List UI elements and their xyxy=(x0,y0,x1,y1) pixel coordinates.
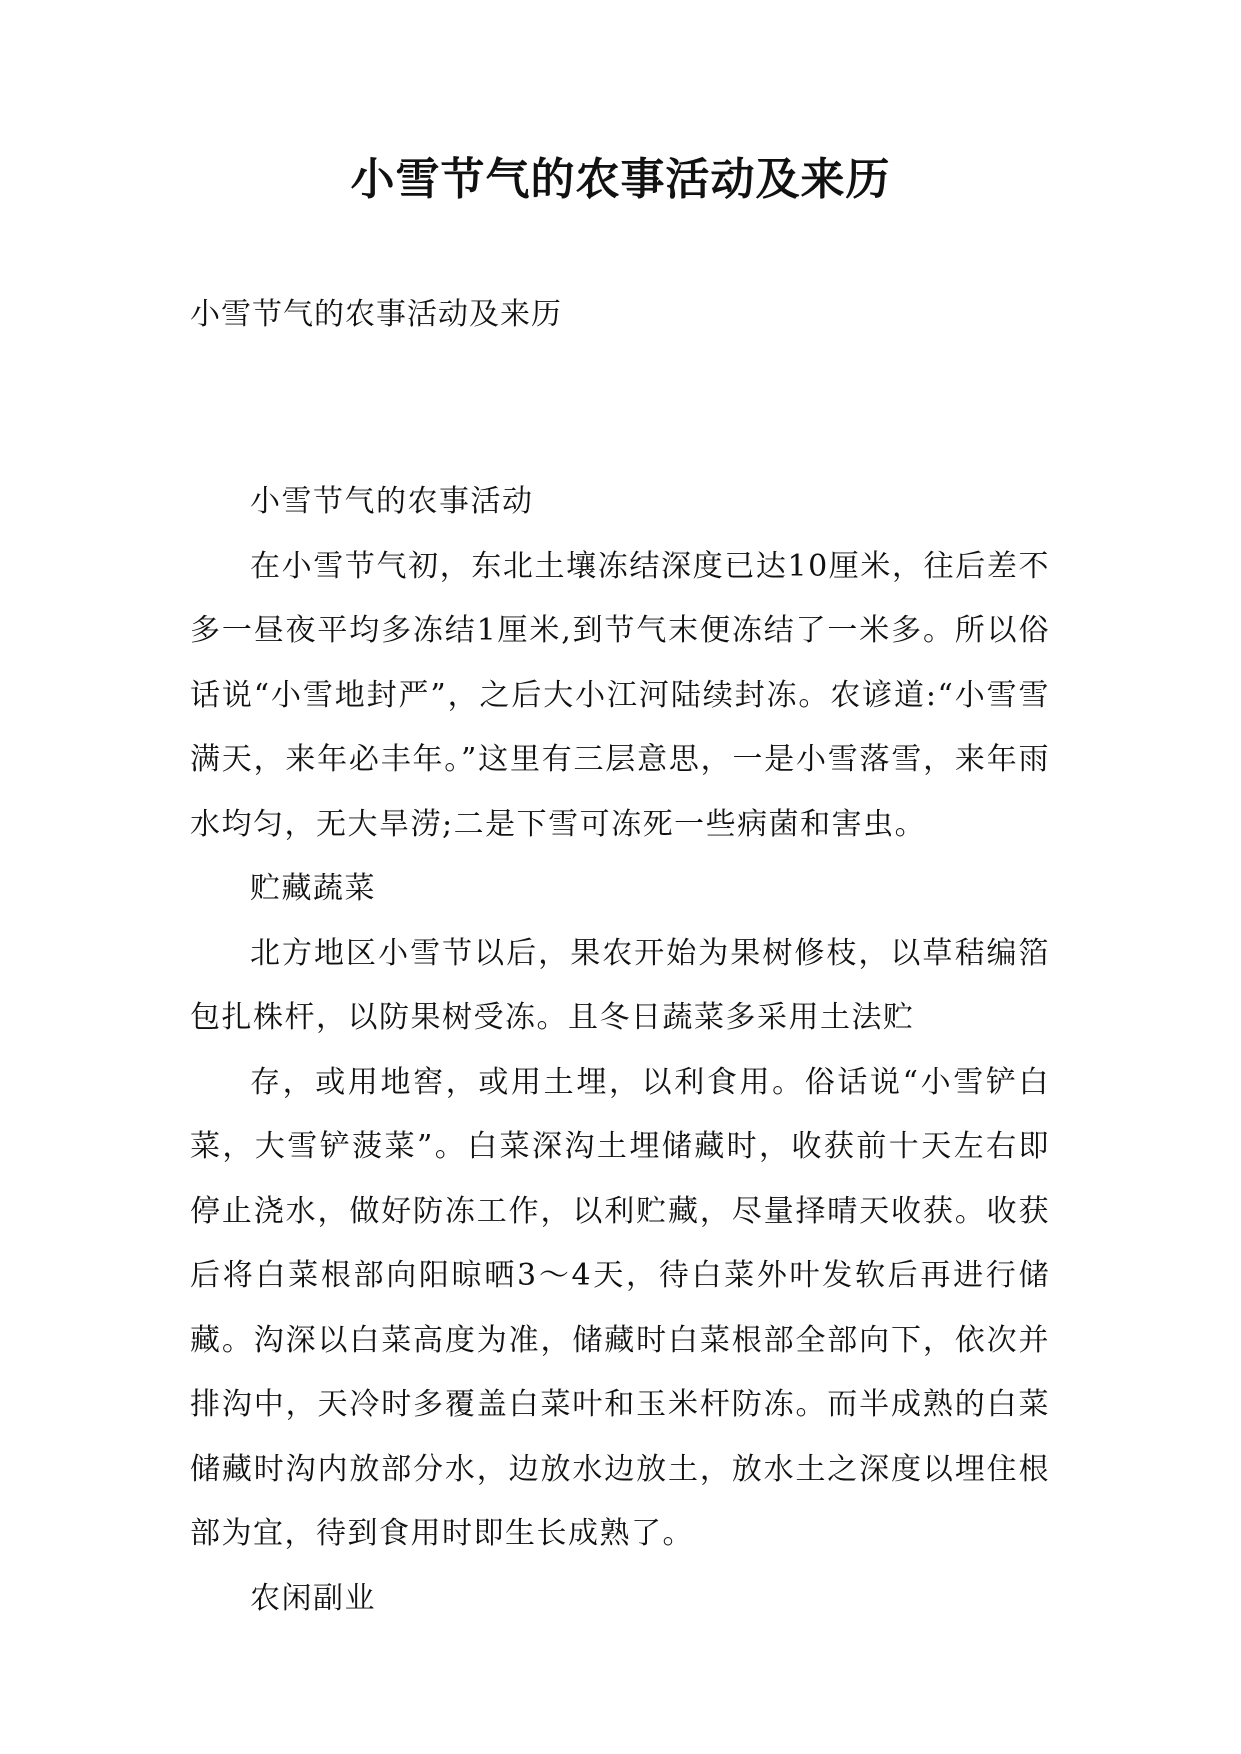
document-title: 小雪节气的农事活动及来历 xyxy=(350,154,891,205)
section-heading-farming-activities: 小雪节气的农事活动 xyxy=(250,484,534,519)
section-heading-sideline-work: 农闲副业 xyxy=(250,1580,376,1616)
document-body xyxy=(190,470,1050,1631)
paragraph-fruit-trees: 北方地区小雪节以后，果农开始为果树修枝，以草秸编箔包扎株杆，以防果树受冻。且冬日蔬菜多采用土法贮 xyxy=(190,935,1050,1035)
section-heading-storing-vegetables: 贮藏蔬菜 xyxy=(250,871,376,906)
document-subtitle: 小雪节气的农事活动及来历 xyxy=(190,297,562,332)
paragraph-cabbage-storage: 存，或用地窖，或用土埋，以利食用。俗话说“小雪铲白菜，大雪铲菠菜”。白菜深沟土埋储藏时，收获前十天左右即停止浇水，做好防冻工作，以利贮藏，尽量择晴天收获。收获后将白菜根部向阳晾晒3～4天，待白菜外叶发软后再进行储藏。沟深以白菜高度为准，储藏时白菜根部全部向下，依次并排沟中，天冷时多覆盖白菜叶和玉米杆防冻。而半成熟的白菜储藏时沟内放部分水，边放水边放土，放水土之深度以埋住根部为宜，待到食用时即生长成熟了。 xyxy=(190,1064,1050,1551)
paragraph-soil-freezing: 在小雪节气初，东北土壤冻结深度已达10厘米，往后差不多一昼夜平均多冻结1厘米,到节气末便冻结了一米多。所以俗话说“小雪地封严”，之后大小江河陆续封冻。农谚道:“小雪雪满天，来年必丰年。”这里有三层意思，一是小雪落雪，来年雨水均匀，无大旱涝;二是下雪可冻死一些病菌和害虫。 xyxy=(190,548,1050,842)
